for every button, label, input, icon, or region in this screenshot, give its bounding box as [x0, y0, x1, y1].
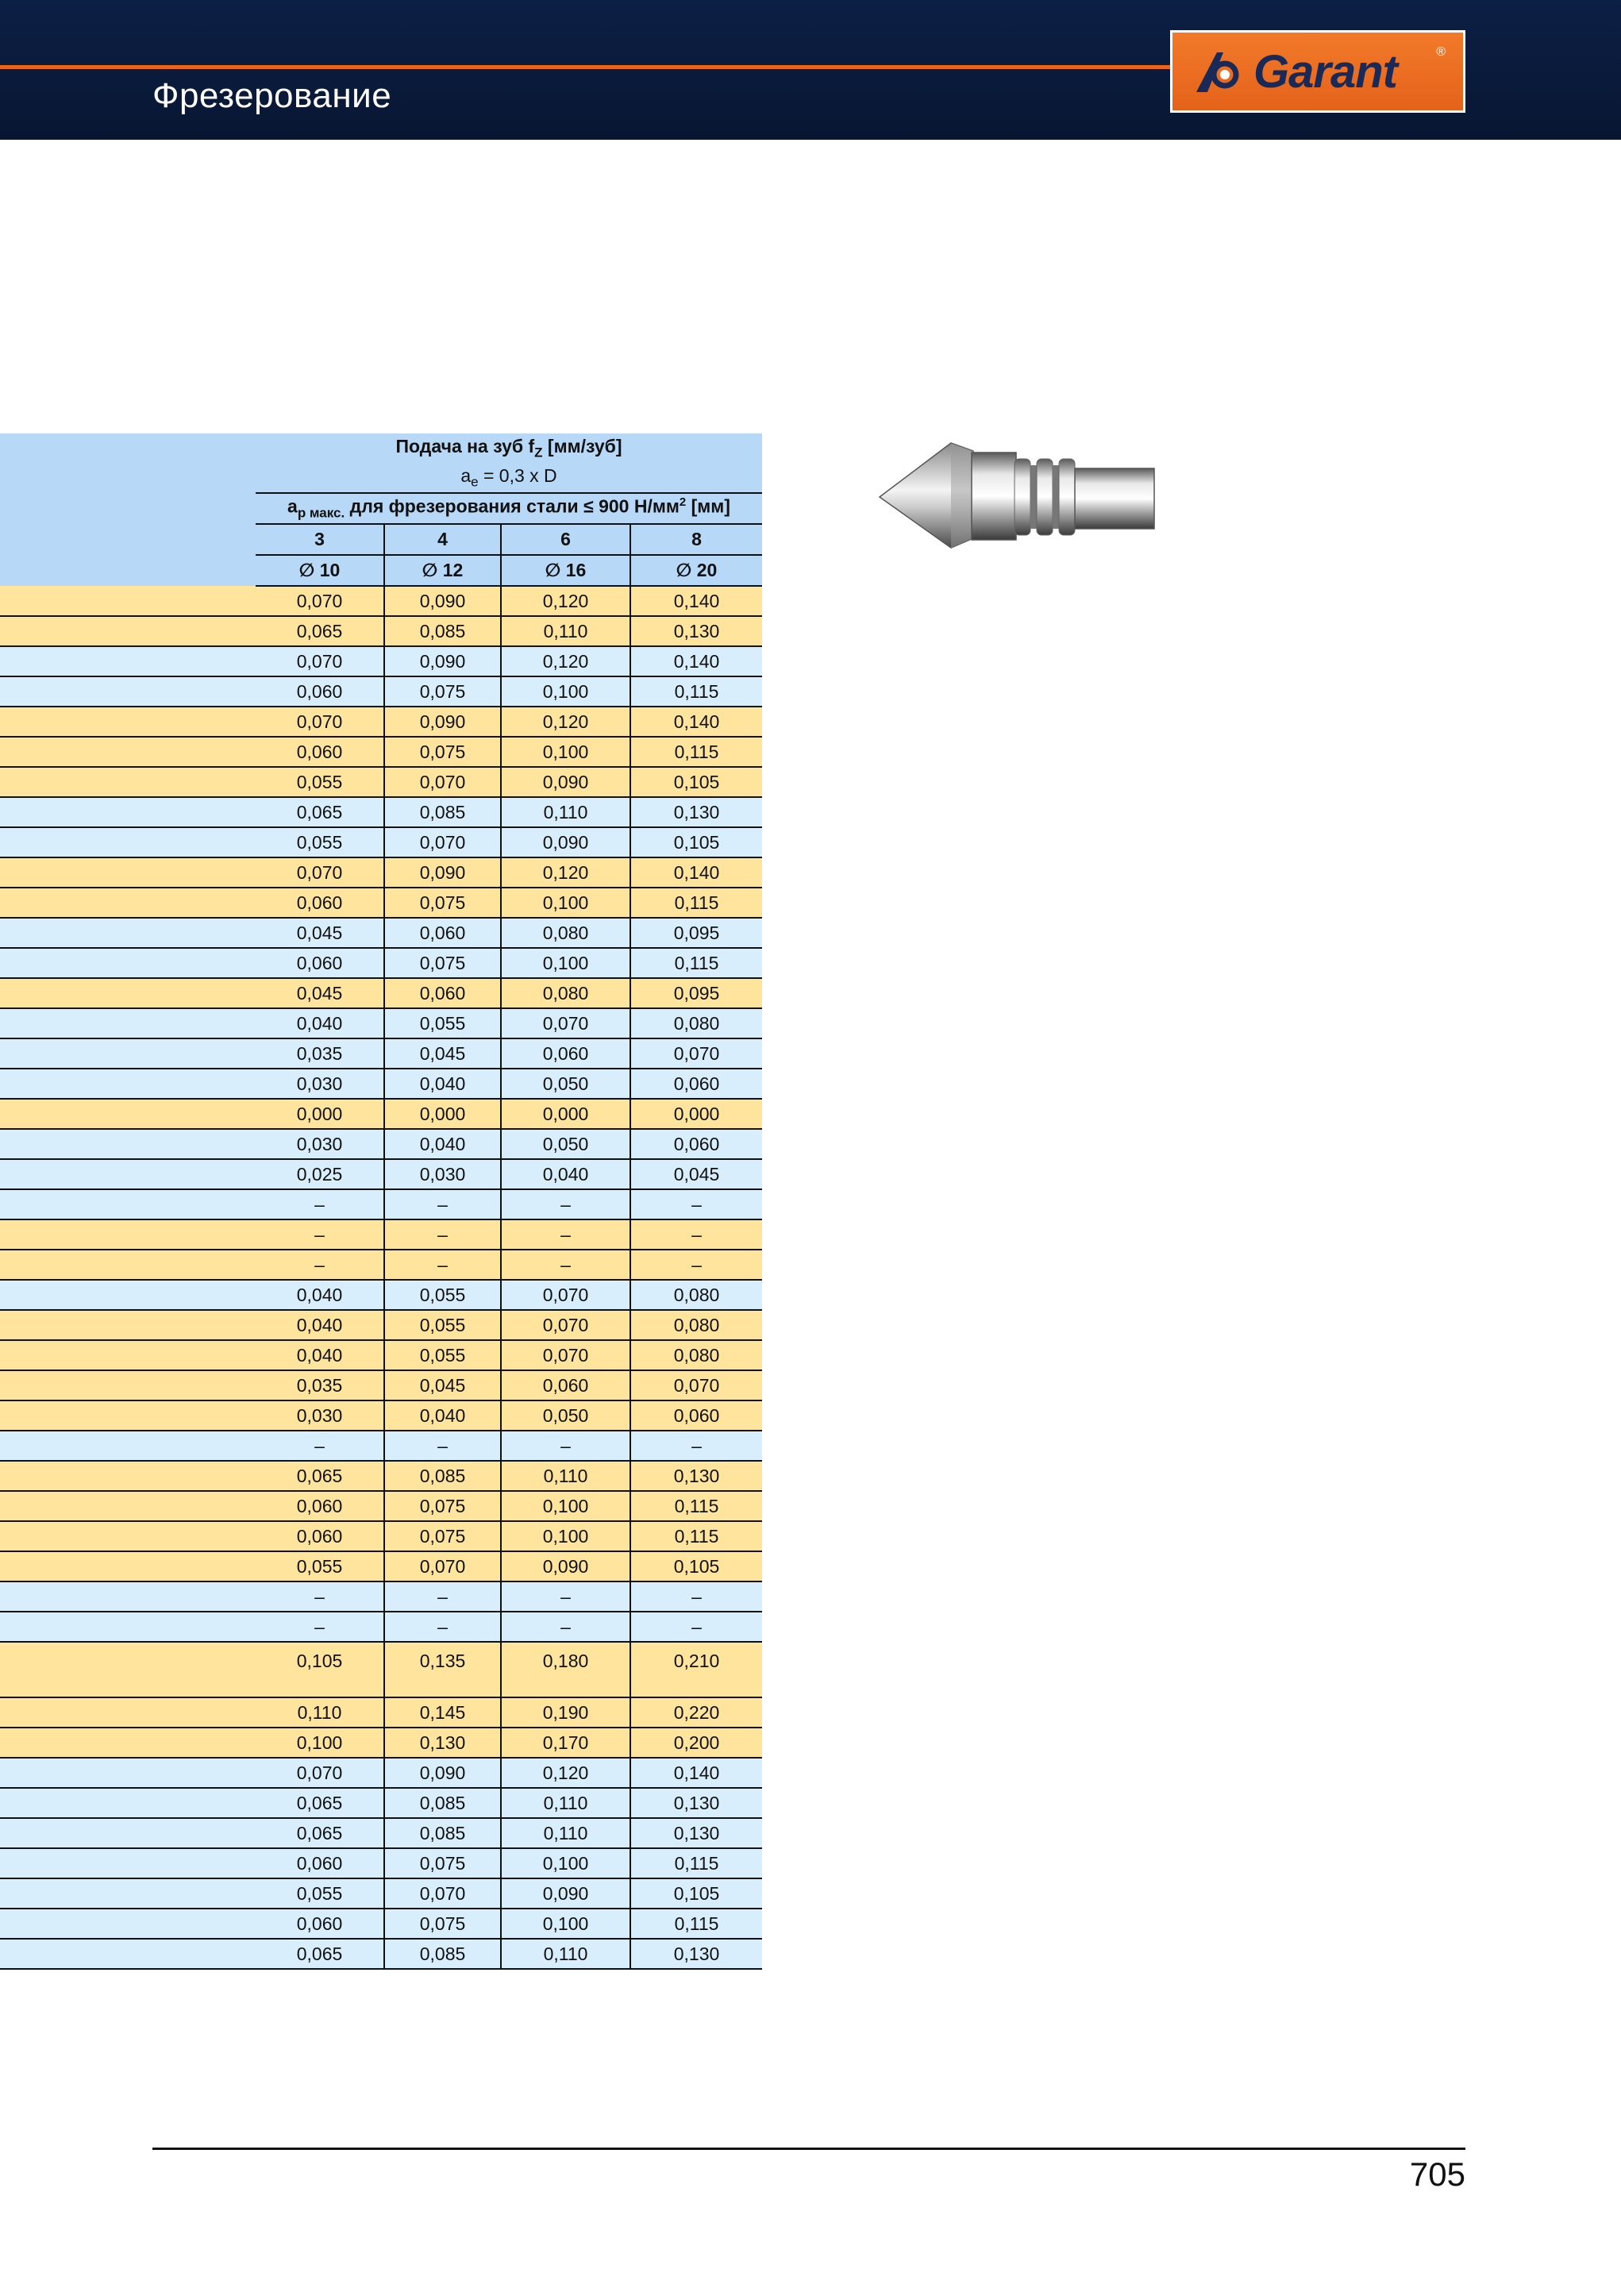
table-row	[0, 1431, 762, 1461]
table-row	[0, 1099, 762, 1129]
table-row	[0, 707, 762, 737]
table-row	[0, 1129, 762, 1159]
feed-value-cell: 0,050	[501, 1129, 630, 1159]
feed-value-cell: 0,000	[630, 1099, 762, 1129]
feed-value-cell: 0,090	[384, 707, 501, 737]
row-label-cell	[0, 1189, 256, 1219]
table-row	[0, 1788, 762, 1818]
table-row	[0, 1521, 762, 1551]
feed-value-cell: 0,065	[256, 1818, 384, 1848]
feed-value-cell: 0,085	[384, 1818, 501, 1848]
feed-value-cell: 0,115	[630, 948, 762, 978]
table-row	[0, 737, 762, 767]
table-row	[0, 676, 762, 707]
feed-value-cell: 0,065	[256, 616, 384, 646]
feed-value-cell: 0,075	[384, 676, 501, 707]
row-label-cell	[0, 1280, 256, 1310]
feed-value-cell: 0,100	[501, 948, 630, 978]
feed-value-cell: 0,080	[501, 918, 630, 948]
feed-value-cell: 0,045	[256, 978, 384, 1008]
table-row	[0, 767, 762, 797]
table-row	[0, 1280, 762, 1310]
header-blank	[0, 433, 256, 463]
feed-value-cell: 0,115	[630, 1848, 762, 1878]
feed-value-cell: 0,070	[256, 1758, 384, 1788]
header-blank	[0, 524, 256, 555]
feed-value-cell: 0,055	[384, 1008, 501, 1038]
feed-value-cell: 0,050	[501, 1069, 630, 1099]
feed-value-cell: 0,045	[384, 1370, 501, 1400]
row-label-cell	[0, 646, 256, 676]
feed-value-cell: 0,035	[256, 1370, 384, 1400]
feed-value-cell: –	[384, 1612, 501, 1642]
feed-value-cell: 0,055	[256, 827, 384, 857]
table-row	[0, 616, 762, 646]
feed-value-cell: 0,050	[501, 1400, 630, 1431]
table-row	[0, 918, 762, 948]
feed-value-cell: 0,090	[501, 767, 630, 797]
feed-value-cell: 0,140	[630, 586, 762, 616]
table-row	[0, 1939, 762, 1969]
feed-value-cell: 0,040	[384, 1400, 501, 1431]
feed-value-cell: 0,105	[630, 767, 762, 797]
feed-value-cell: 0,070	[256, 646, 384, 676]
feed-value-cell: 0,000	[384, 1099, 501, 1129]
feed-value-cell: 0,070	[384, 767, 501, 797]
table-row	[0, 1697, 762, 1728]
feed-value-cell: 0,115	[630, 1909, 762, 1939]
feed-value-cell: 0,075	[384, 948, 501, 978]
table-row	[0, 1370, 762, 1400]
table-row	[0, 1728, 762, 1758]
feed-value-cell: 0,120	[501, 1758, 630, 1788]
row-label-cell	[0, 1370, 256, 1400]
feed-value-cell: 0,070	[384, 1551, 501, 1581]
row-label-cell	[0, 1848, 256, 1878]
feed-value-cell: 0,110	[501, 616, 630, 646]
feed-value-cell: 0,080	[630, 1340, 762, 1370]
feed-value-cell: 0,070	[384, 1878, 501, 1909]
feed-value-cell: –	[256, 1431, 384, 1461]
feed-value-cell: 0,135	[384, 1642, 501, 1697]
page-header	[0, 0, 1621, 140]
feed-value-cell: 0,110	[256, 1697, 384, 1728]
feed-value-cell: 0,100	[501, 676, 630, 707]
feed-value-cell: 0,090	[501, 827, 630, 857]
feed-value-cell: 0,090	[501, 1551, 630, 1581]
feed-value-cell: 0,030	[256, 1400, 384, 1431]
feed-value-cell: 0,180	[501, 1642, 630, 1697]
feed-value-cell: 0,075	[384, 1848, 501, 1878]
feed-value-cell: 0,170	[501, 1728, 630, 1758]
feed-value-cell: –	[256, 1250, 384, 1280]
table-row	[0, 1551, 762, 1581]
feed-value-cell: 0,075	[384, 1491, 501, 1521]
feed-value-cell: 0,000	[256, 1099, 384, 1129]
row-label-cell	[0, 1159, 256, 1189]
feed-value-cell: 0,100	[501, 1491, 630, 1521]
feed-value-cell: 0,060	[256, 948, 384, 978]
feed-value-cell: 0,075	[384, 737, 501, 767]
table-row	[0, 1400, 762, 1431]
table-row	[0, 978, 762, 1008]
feed-value-cell: 0,110	[501, 1818, 630, 1848]
feed-value-cell: –	[630, 1431, 762, 1461]
feed-value-cell: 0,060	[501, 1370, 630, 1400]
table-row	[0, 1008, 762, 1038]
row-label-cell	[0, 1431, 256, 1461]
feed-value-cell: 0,055	[384, 1280, 501, 1310]
feed-value-cell: 0,200	[630, 1728, 762, 1758]
feed-value-cell: –	[256, 1612, 384, 1642]
feed-value-cell: 0,060	[256, 888, 384, 918]
row-label-cell	[0, 1038, 256, 1069]
table-row	[0, 1250, 762, 1280]
feed-value-cell: 0,100	[501, 1848, 630, 1878]
feed-value-cell: –	[630, 1219, 762, 1250]
table-row	[0, 948, 762, 978]
feed-value-cell: 0,130	[630, 797, 762, 827]
feed-value-cell: 0,090	[384, 646, 501, 676]
feed-value-cell: –	[256, 1581, 384, 1612]
table-row	[0, 1038, 762, 1069]
feed-value-cell: 0,060	[256, 1848, 384, 1878]
feed-value-cell: 0,075	[384, 1521, 501, 1551]
feed-value-cell: 0,100	[256, 1728, 384, 1758]
feed-value-cell: 0,060	[630, 1129, 762, 1159]
garant-logo	[1170, 30, 1465, 113]
feed-value-cell: 0,070	[630, 1370, 762, 1400]
feed-value-cell: 0,060	[256, 1521, 384, 1551]
feed-value-cell: 0,140	[630, 646, 762, 676]
feed-value-cell: –	[501, 1250, 630, 1280]
feed-value-cell: 0,120	[501, 707, 630, 737]
table-row	[0, 827, 762, 857]
table-row	[0, 1878, 762, 1909]
table-row	[0, 1491, 762, 1521]
table-row	[0, 797, 762, 827]
feed-value-cell: 0,130	[630, 1939, 762, 1969]
feed-value-cell: 0,040	[384, 1069, 501, 1099]
feed-value-cell: 0,140	[630, 857, 762, 888]
row-label-cell	[0, 1008, 256, 1038]
feed-value-cell: 0,100	[501, 1909, 630, 1939]
feed-value-cell: 0,060	[256, 1491, 384, 1521]
row-label-cell	[0, 1099, 256, 1129]
row-label-cell	[0, 1728, 256, 1758]
table-row	[0, 888, 762, 918]
row-label-cell	[0, 1581, 256, 1612]
feed-value-cell: 0,065	[256, 1788, 384, 1818]
feed-value-cell: 0,110	[501, 1939, 630, 1969]
feed-value-cell: 0,095	[630, 918, 762, 948]
feed-value-cell: 0,060	[630, 1069, 762, 1099]
table-row	[0, 1219, 762, 1250]
row-label-cell	[0, 797, 256, 827]
diameter-2: ∅ 16	[501, 555, 630, 586]
ap-value-3: 8	[630, 524, 762, 555]
feed-value-cell: 0,130	[630, 1461, 762, 1491]
feed-value-cell: 0,075	[384, 888, 501, 918]
table-row	[0, 1758, 762, 1788]
table-row	[0, 1189, 762, 1219]
logo-text: Garant	[1253, 45, 1397, 98]
row-label-cell	[0, 1758, 256, 1788]
row-label-cell	[0, 707, 256, 737]
feed-value-cell: 0,060	[501, 1038, 630, 1069]
row-label-cell	[0, 857, 256, 888]
row-label-cell	[0, 1219, 256, 1250]
table-row	[0, 1909, 762, 1939]
feed-value-cell: 0,115	[630, 888, 762, 918]
feed-value-cell: –	[384, 1581, 501, 1612]
feed-value-cell: 0,075	[384, 1909, 501, 1939]
header-blank	[0, 555, 256, 586]
feed-value-cell: 0,060	[630, 1400, 762, 1431]
feed-value-cell: 0,110	[501, 797, 630, 827]
feed-value-cell: 0,090	[501, 1878, 630, 1909]
feed-value-cell: 0,045	[384, 1038, 501, 1069]
row-label-cell	[0, 737, 256, 767]
feed-value-cell: 0,065	[256, 1939, 384, 1969]
page-title: Фрезерование	[152, 76, 392, 115]
feed-value-cell: 0,210	[630, 1642, 762, 1697]
feed-value-cell: 0,070	[501, 1008, 630, 1038]
feed-value-cell: 0,130	[384, 1728, 501, 1758]
table-row	[0, 1642, 762, 1697]
row-label-cell	[0, 918, 256, 948]
feed-value-cell: 0,070	[256, 586, 384, 616]
row-label-cell	[0, 1612, 256, 1642]
feed-value-cell: 0,040	[256, 1008, 384, 1038]
row-label-cell	[0, 1129, 256, 1159]
feed-value-cell: 0,055	[256, 767, 384, 797]
feed-value-cell: –	[256, 1189, 384, 1219]
header-blank	[0, 463, 256, 493]
feed-value-cell: 0,025	[256, 1159, 384, 1189]
feed-value-cell: 0,030	[384, 1159, 501, 1189]
diameter-0: ∅ 10	[256, 555, 384, 586]
row-label-cell	[0, 1697, 256, 1728]
page-number: 705	[1409, 2155, 1465, 2193]
feed-value-cell: –	[630, 1189, 762, 1219]
feed-value-cell: 0,085	[384, 1939, 501, 1969]
feed-value-cell: 0,130	[630, 1788, 762, 1818]
feed-value-cell: –	[384, 1431, 501, 1461]
row-label-cell	[0, 1642, 256, 1697]
feed-value-cell: 0,100	[501, 737, 630, 767]
feed-value-cell: 0,060	[256, 1909, 384, 1939]
diameter-1: ∅ 12	[384, 555, 501, 586]
feed-value-cell: 0,120	[501, 857, 630, 888]
feed-value-cell: 0,085	[384, 1788, 501, 1818]
row-label-cell	[0, 1551, 256, 1581]
feed-value-cell: –	[630, 1250, 762, 1280]
feed-value-cell: 0,040	[256, 1310, 384, 1340]
feed-value-cell: 0,080	[630, 1008, 762, 1038]
feed-value-cell: 0,080	[630, 1280, 762, 1310]
feed-value-cell: 0,040	[256, 1340, 384, 1370]
feed-value-cell: 0,095	[630, 978, 762, 1008]
table-row	[0, 1159, 762, 1189]
row-label-cell	[0, 888, 256, 918]
feed-value-cell: 0,045	[630, 1159, 762, 1189]
row-label-cell	[0, 767, 256, 797]
feed-value-cell: 0,060	[256, 676, 384, 707]
feed-value-cell: 0,115	[630, 737, 762, 767]
table-row	[0, 1069, 762, 1099]
feed-value-cell: 0,085	[384, 797, 501, 827]
feed-value-cell: 0,000	[501, 1099, 630, 1129]
row-label-cell	[0, 1250, 256, 1280]
feed-value-cell: 0,140	[630, 707, 762, 737]
table-row	[0, 857, 762, 888]
table-row	[0, 1461, 762, 1491]
header-accent-line	[0, 65, 1173, 69]
feed-value-cell: 0,120	[501, 646, 630, 676]
feed-value-cell: 0,040	[256, 1280, 384, 1310]
feed-value-cell: –	[384, 1219, 501, 1250]
feed-value-cell: 0,105	[630, 1551, 762, 1581]
row-label-cell	[0, 676, 256, 707]
feed-value-cell: –	[630, 1581, 762, 1612]
feed-value-cell: 0,030	[256, 1069, 384, 1099]
row-label-cell	[0, 1400, 256, 1431]
feed-value-cell: 0,140	[630, 1758, 762, 1788]
feed-value-cell: 0,130	[630, 616, 762, 646]
feed-value-cell: 0,105	[630, 1878, 762, 1909]
ae-label: $a_e = 0,3$ x D	[460, 464, 557, 490]
feed-value-cell: 0,220	[630, 1697, 762, 1728]
feed-value-cell: 0,100	[501, 1521, 630, 1551]
feed-value-cell: 0,115	[630, 676, 762, 707]
feed-value-cell: –	[501, 1612, 630, 1642]
feed-value-cell: 0,060	[384, 918, 501, 948]
feed-value-cell: 0,070	[630, 1038, 762, 1069]
feed-value-cell: 0,070	[501, 1280, 630, 1310]
feed-value-cell: –	[501, 1219, 630, 1250]
ap-value-1: 4	[384, 524, 501, 555]
feed-value-cell: 0,090	[384, 586, 501, 616]
feed-value-cell: 0,105	[256, 1642, 384, 1697]
feed-value-cell: 0,070	[256, 857, 384, 888]
feed-value-cell: 0,090	[384, 1758, 501, 1788]
table-row	[0, 1581, 762, 1612]
feed-value-cell: –	[256, 1219, 384, 1250]
feed-value-cell: –	[630, 1612, 762, 1642]
row-label-cell	[0, 586, 256, 616]
table-row	[0, 1818, 762, 1848]
feed-value-cell: 0,085	[384, 616, 501, 646]
feed-value-cell: 0,070	[384, 827, 501, 857]
feed-value-cell: –	[501, 1581, 630, 1612]
row-label-cell	[0, 1461, 256, 1491]
garant-logo-icon	[1193, 48, 1249, 95]
feed-per-tooth-title: Подача на зуб $f_Z$ [мм/зуб]	[395, 435, 622, 460]
feed-value-cell: 0,065	[256, 1461, 384, 1491]
row-label-cell	[0, 1069, 256, 1099]
feed-value-cell: 0,055	[384, 1310, 501, 1340]
feed-value-cell: 0,070	[501, 1310, 630, 1340]
row-label-cell	[0, 1788, 256, 1818]
row-label-cell	[0, 827, 256, 857]
row-label-cell	[0, 978, 256, 1008]
feed-value-cell: 0,060	[256, 737, 384, 767]
feed-value-cell: 0,090	[384, 857, 501, 888]
feed-value-cell: 0,070	[501, 1340, 630, 1370]
table-row	[0, 1848, 762, 1878]
feed-value-cell: –	[501, 1189, 630, 1219]
diameter-3: ∅ 20	[630, 555, 762, 586]
feed-value-cell: –	[384, 1189, 501, 1219]
feed-value-cell: 0,115	[630, 1521, 762, 1551]
feed-value-cell: 0,085	[384, 1461, 501, 1491]
row-label-cell	[0, 948, 256, 978]
row-label-cell	[0, 1818, 256, 1848]
row-label-cell	[0, 1878, 256, 1909]
row-label-cell	[0, 1909, 256, 1939]
feed-value-cell: 0,030	[256, 1129, 384, 1159]
table-row	[0, 1340, 762, 1370]
header-blank	[0, 493, 256, 524]
feed-value-cell: 0,100	[501, 888, 630, 918]
ap-max-label: $a_{p макс.}$ для фрезерования стали ≤ 900 $Н/мм^2$ [мм]	[256, 493, 762, 524]
feed-value-cell: 0,080	[630, 1310, 762, 1340]
feed-value-cell: 0,110	[501, 1788, 630, 1818]
table-row	[0, 1310, 762, 1340]
feed-value-cell: 0,070	[256, 707, 384, 737]
table-row	[0, 646, 762, 676]
feed-value-cell: 0,035	[256, 1038, 384, 1069]
feed-table	[0, 433, 762, 1970]
row-label-cell	[0, 1521, 256, 1551]
feed-value-cell: 0,040	[501, 1159, 630, 1189]
row-label-cell	[0, 1491, 256, 1521]
ap-value-0: 3	[256, 524, 384, 555]
feed-value-cell: 0,105	[630, 827, 762, 857]
row-label-cell	[0, 1340, 256, 1370]
feed-value-cell: –	[384, 1250, 501, 1280]
footer-divider	[152, 2148, 1465, 2150]
feed-value-cell: 0,040	[384, 1129, 501, 1159]
feed-value-cell: 0,055	[256, 1551, 384, 1581]
table-row	[0, 1612, 762, 1642]
row-label-cell	[0, 1939, 256, 1969]
feed-value-cell: 0,055	[384, 1340, 501, 1370]
feed-value-cell: 0,110	[501, 1461, 630, 1491]
logo-registered-mark: ®	[1436, 45, 1446, 59]
feed-value-cell: 0,115	[630, 1491, 762, 1521]
feed-value-cell: 0,130	[630, 1818, 762, 1848]
feed-value-cell: 0,055	[256, 1878, 384, 1909]
feed-value-cell: 0,145	[384, 1697, 501, 1728]
cutter-insert-image	[878, 435, 1157, 554]
feed-value-cell: 0,080	[501, 978, 630, 1008]
row-label-cell	[0, 1310, 256, 1340]
feed-value-cell: 0,190	[501, 1697, 630, 1728]
table-row	[0, 586, 762, 616]
feed-value-cell: 0,065	[256, 797, 384, 827]
feed-value-cell: 0,120	[501, 586, 630, 616]
row-label-cell	[0, 616, 256, 646]
feed-value-cell: –	[501, 1431, 630, 1461]
feed-value-cell: 0,060	[384, 978, 501, 1008]
feed-value-cell: 0,045	[256, 918, 384, 948]
ap-value-2: 6	[501, 524, 630, 555]
